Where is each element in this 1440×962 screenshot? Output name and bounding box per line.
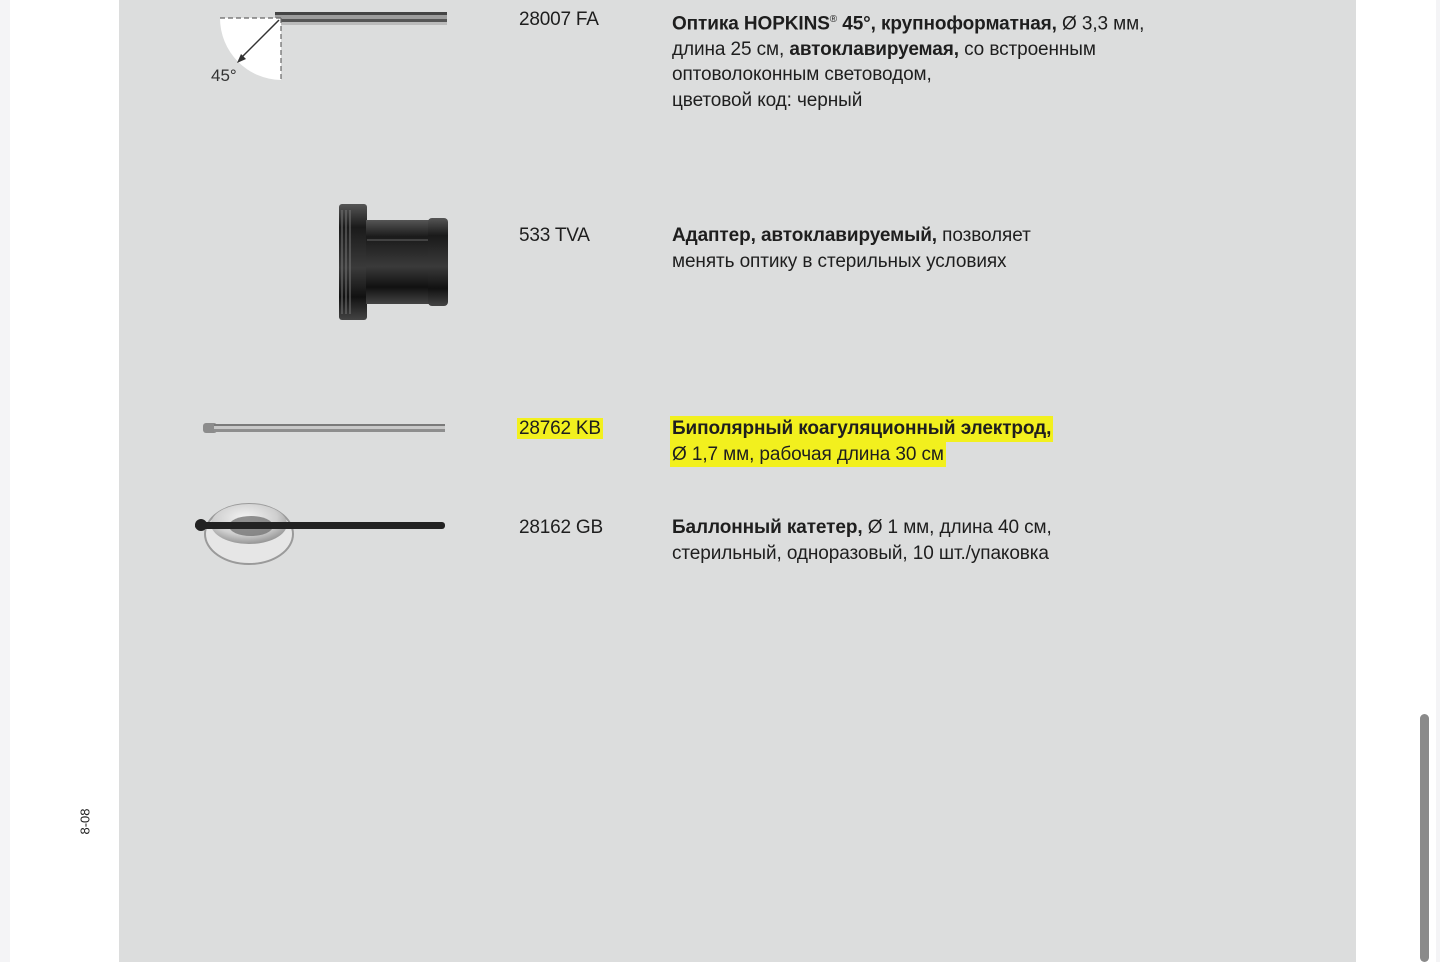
catalog-panel [119, 0, 1356, 962]
description-line [672, 7, 1144, 37]
item-code [519, 416, 603, 442]
regular-text: оптоволоконным световодом, [672, 64, 932, 86]
regular-text: цветовой код: черный [672, 89, 863, 111]
page-side-code [77, 804, 104, 844]
adapter-image [336, 200, 452, 324]
bold-text: Оптика HOPKINS [672, 13, 830, 35]
description-line [672, 223, 1031, 249]
regular-text: стерильный, одноразовый, 10 шт./упаковка [672, 542, 1049, 564]
item-code: 28007 FA [519, 9, 599, 30]
description-line [672, 442, 1053, 468]
item-description [672, 416, 1053, 467]
description-line [672, 62, 1144, 88]
item-code: 28162 GB [519, 517, 603, 538]
regular-text: позволяет [937, 225, 1031, 246]
bold-text: Баллонный катетер, [672, 517, 863, 538]
highlighted-text [670, 416, 1053, 442]
item-description [672, 515, 1052, 566]
electrode-image [200, 420, 450, 436]
regular-text: со встроенным [958, 38, 1096, 60]
bold-text: автоклавируемая, [789, 38, 959, 60]
bold-text: Адаптер, автоклавируемый, [672, 225, 937, 246]
regular-text: длина 25 см, [672, 38, 790, 60]
scrollbar-thumb[interactable] [1420, 714, 1429, 962]
side-code-label: 8-08 [77, 808, 93, 835]
highlighted-text [670, 442, 946, 468]
regular-text: Ø 1,7 мм, рабочая длина 30 см [672, 443, 944, 465]
description-line [672, 416, 1053, 442]
item-code: 533 TVA [519, 225, 590, 246]
regular-text: Ø 1 мм, длина 40 см, [862, 517, 1052, 538]
description-line [672, 37, 1144, 63]
description-line [672, 249, 1031, 275]
balloon-catheter-image [193, 494, 451, 570]
description-line [672, 515, 1052, 541]
item-description [672, 7, 1144, 113]
regular-text: Ø 3,3 мм, [1056, 13, 1145, 35]
item-description [672, 223, 1031, 274]
bold-text: 45°, крупноформатная, [837, 13, 1057, 35]
registered-mark: ® [829, 14, 838, 25]
description-line [672, 88, 1144, 114]
regular-text: менять оптику в стерильных условиях [672, 250, 1007, 272]
description-line [672, 541, 1052, 567]
optic-45-image [205, 8, 455, 90]
highlighted-code: 28762 KB [519, 418, 601, 439]
angle-label: 45° [211, 66, 237, 85]
bold-text: Биполярный коагуляционный электрод, [672, 418, 1052, 439]
